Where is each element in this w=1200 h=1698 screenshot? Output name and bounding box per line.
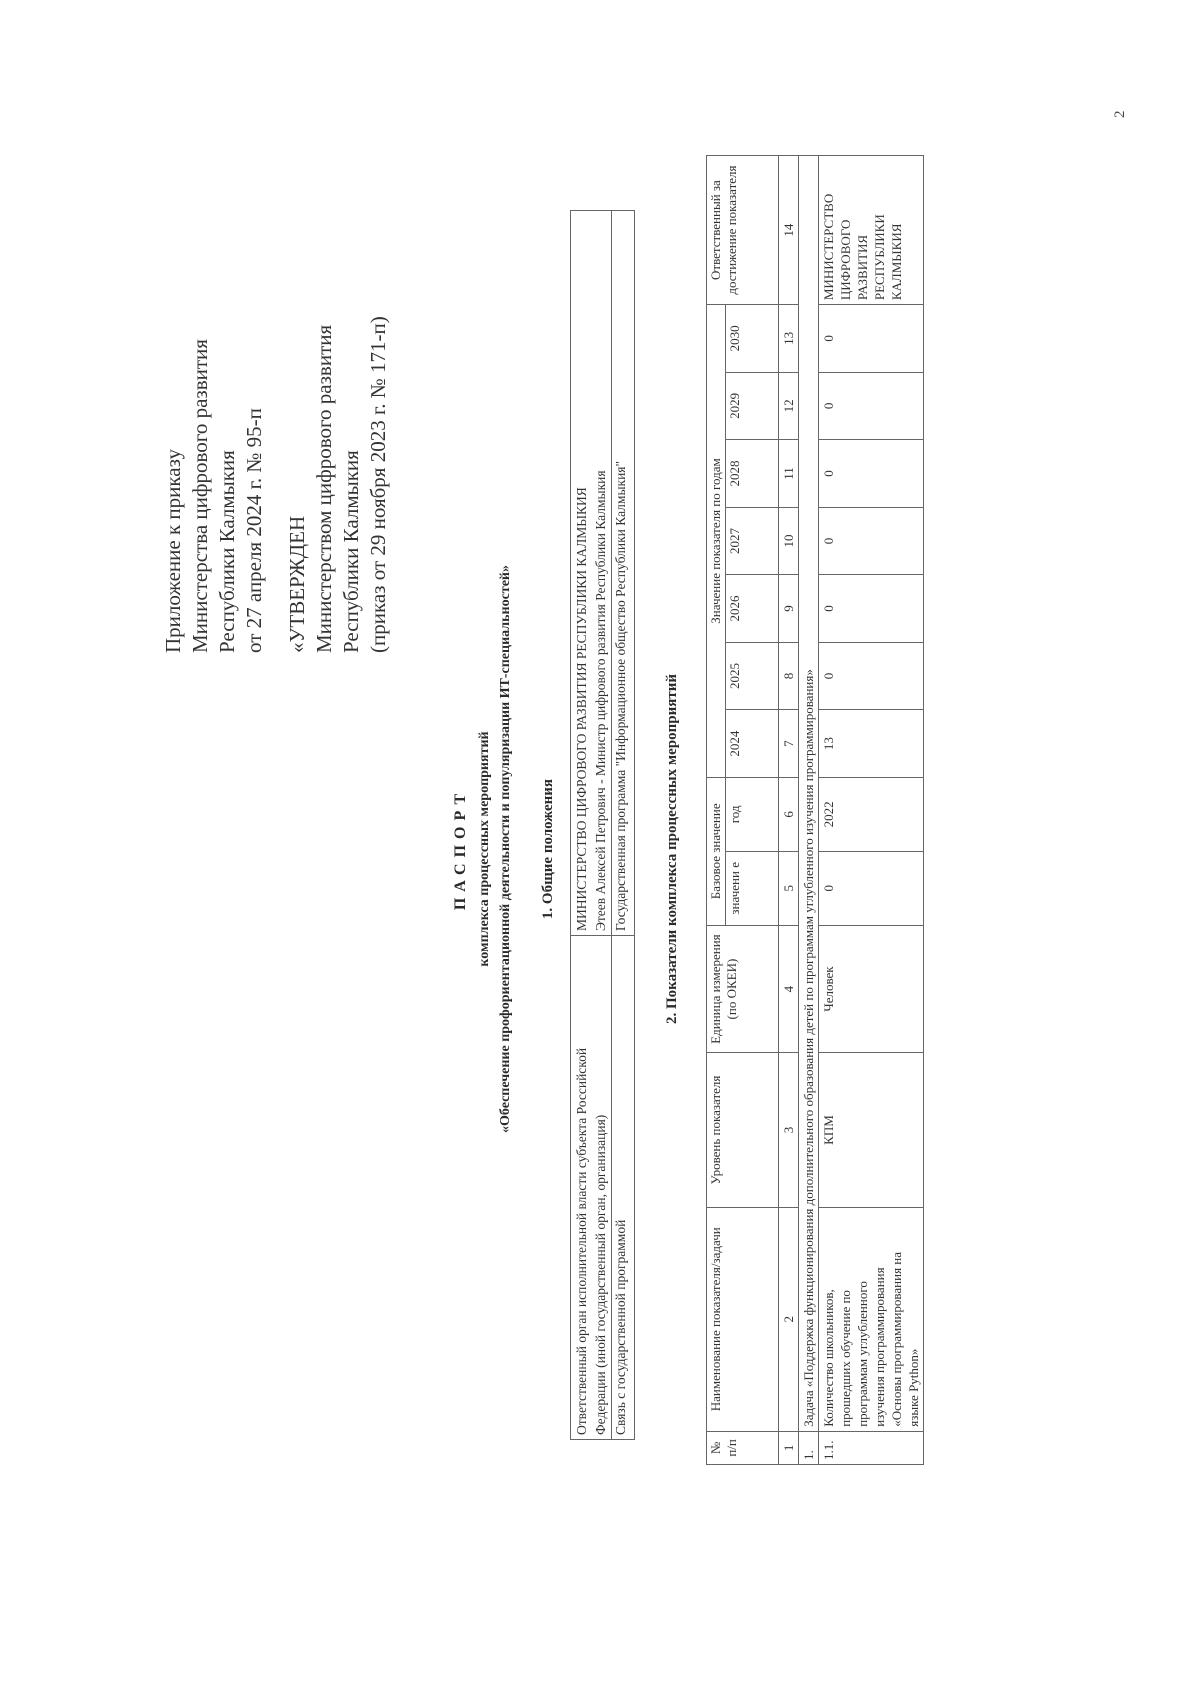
row-unit: Человек [819, 925, 924, 1053]
header-by-years: Значение показателя по годам [707, 305, 726, 778]
row-year-value: 0 [819, 575, 924, 643]
document-title: ПАСПОРТ [452, 787, 469, 911]
row-level: КПМ [819, 1053, 924, 1207]
table-row [571, 211, 612, 1440]
column-number: 9 [779, 575, 799, 643]
row-year-value: 0 [819, 372, 924, 440]
task-text: Задача «Поддержка функционирования дополнительного образования детей по программам углубленного изучения программирования» [799, 156, 819, 1432]
header-year: 2029 [726, 372, 779, 440]
header-responsible: Ответственный за достижение показателя [707, 156, 779, 305]
approved-line: (приказ от 29 ноября 2023 г. № 171-п) [366, 316, 390, 653]
row-base-value: 0 [819, 851, 924, 925]
column-number: 6 [779, 777, 799, 851]
row-responsible: МИНИСТЕРСТВО ЦИФРОВОГО РАЗВИТИЯ РЕСПУБЛИКИ КАЛМЫКИЯ [819, 156, 924, 305]
header-num: № п/п [707, 1431, 779, 1464]
header-year: 2030 [726, 305, 779, 373]
column-number: 4 [779, 925, 799, 1053]
approved-line: Республики Калмыкия [339, 450, 363, 653]
appendix-line: Республики Калмыкия [215, 450, 239, 653]
appendix-line: Министерства цифрового развития [188, 339, 212, 653]
approved-line: Министерством цифрового развития [312, 324, 336, 653]
header-base: Базовое значение [707, 777, 726, 925]
section1-title: 1. Общие положения [540, 778, 556, 920]
page-number: 2 [1112, 110, 1128, 118]
column-number: 12 [779, 372, 799, 440]
row-base-year: 2022 [819, 777, 924, 851]
table-row [612, 211, 635, 1440]
indicators-table [706, 155, 924, 1465]
table-cell-label: Связь с государственной программой [612, 936, 635, 1440]
document-subtitle: комплекса процессных мероприятий [477, 731, 492, 967]
row-year-value: 0 [819, 642, 924, 710]
header-year: 2024 [726, 710, 779, 778]
column-number: 3 [779, 1053, 799, 1207]
table-cell-value: Государственная программа "Информационное общество Республики Калмыкия" [612, 211, 635, 936]
header-level: Уровень показателя [707, 1053, 779, 1207]
column-number: 10 [779, 507, 799, 575]
column-number: 13 [779, 305, 799, 373]
header-year: 2028 [726, 440, 779, 508]
header-name: Наименование показателя/задачи [707, 1207, 779, 1431]
column-number: 1 [779, 1431, 799, 1464]
column-number: 8 [779, 642, 799, 710]
header-base-value: значени е [726, 851, 779, 925]
row-name: Количество школьников, прошедших обучение по программам углубленного изучения программирования «Основы программирования на языке Python» [819, 1207, 924, 1431]
header-year: 2027 [726, 507, 779, 575]
header-year: 2026 [726, 575, 779, 643]
table-header-row [707, 156, 726, 1465]
row-year-value: 13 [819, 710, 924, 778]
document-subtitle-name: «Обеспечение профориентационной деятельности и популяризации ИТ-специальностей» [498, 565, 513, 1133]
column-number: 14 [779, 156, 799, 305]
row-year-value: 0 [819, 305, 924, 373]
table-row [819, 156, 924, 1465]
appendix-line: Приложение к приказу [161, 449, 185, 653]
header-year: 2025 [726, 642, 779, 710]
header-base-year: год [726, 777, 779, 851]
appendix-block [160, 316, 392, 653]
row-num: 1.1. [819, 1431, 924, 1464]
general-info-table [570, 210, 635, 1440]
section2-title: 2. Показатели комплекса процессных мероприятий [664, 674, 680, 1025]
column-number: 2 [779, 1207, 799, 1431]
row-year-value: 0 [819, 507, 924, 575]
column-number: 7 [779, 710, 799, 778]
row-year-value: 0 [819, 440, 924, 508]
task-num: 1. [799, 1431, 819, 1464]
table-cell-label: Ответственный орган исполнительной власти субъекта Российской Федерации (иной государственный орган, организация) [571, 936, 612, 1440]
column-number: 5 [779, 851, 799, 925]
column-numbers-row [779, 156, 799, 1465]
task-row [799, 156, 819, 1465]
approved-line: «УТВЕРЖДЕН [285, 515, 309, 653]
table-cell-value: МИНИСТЕРСТВО ЦИФРОВОГО РАЗВИТИЯ РЕСПУБЛИКИ КАЛМЫКИЯ Этеев Алексей Петрович - Министр цифрового развития Республики Калмыкия [571, 211, 612, 936]
appendix-line: от 27 апреля 2024 г. № 95-п [242, 408, 266, 653]
column-number: 11 [779, 440, 799, 508]
header-unit: Единица измерения (по ОКЕИ) [707, 925, 779, 1053]
